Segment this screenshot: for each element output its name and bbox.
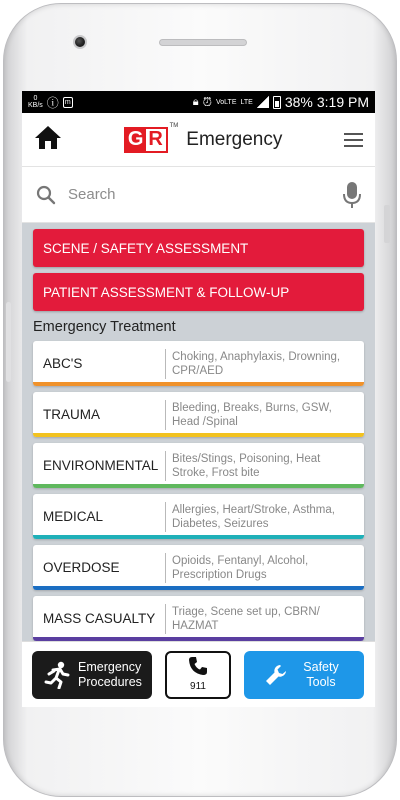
network-speed-unit: KB/s xyxy=(28,102,43,109)
color-bar xyxy=(33,484,364,488)
logo-letter-g: G xyxy=(126,129,146,151)
app-header xyxy=(22,113,375,167)
running-person-icon xyxy=(44,661,70,689)
logo-letter-r: R xyxy=(146,129,166,151)
notification-icon: m xyxy=(63,97,73,108)
treatment-title: ABC'S xyxy=(43,356,83,371)
signal-icon xyxy=(257,96,269,108)
treatment-description: Choking, Anaphylaxis, Drowning, CPR/AED xyxy=(172,350,341,377)
divider xyxy=(165,502,166,532)
safety-tools-label: Safety Tools xyxy=(303,659,339,689)
emergency-procedures-button[interactable] xyxy=(32,651,152,699)
home-icon xyxy=(34,124,62,150)
phone-icon xyxy=(188,656,208,676)
info-icon: ⓘ xyxy=(46,95,59,110)
treatment-card-mass-casualty[interactable] xyxy=(33,596,364,641)
lock-icon: 🔒︎ xyxy=(192,95,199,108)
divider xyxy=(165,349,166,379)
divider xyxy=(165,451,166,481)
divider xyxy=(165,553,166,583)
color-bar xyxy=(33,586,364,590)
main-content xyxy=(22,223,375,641)
safety-tools-button[interactable] xyxy=(244,651,364,699)
side-button-right xyxy=(384,205,390,243)
treatment-card-medical[interactable] xyxy=(33,494,364,539)
color-bar xyxy=(33,433,364,437)
front-camera-icon xyxy=(73,35,87,49)
search-bar xyxy=(22,167,375,223)
color-bar xyxy=(33,382,364,386)
battery-level: 38% xyxy=(284,94,313,110)
home-button[interactable] xyxy=(34,124,62,155)
treatment-description: Triage, Scene set up, CBRN/ HAZMAT xyxy=(172,605,320,632)
network-speed xyxy=(28,95,43,109)
wrench-icon xyxy=(264,663,288,687)
treatment-description: Allergies, Heart/Stroke, Asthma, Diabetes, Seizures xyxy=(172,503,335,530)
treatment-title: MEDICAL xyxy=(43,509,104,524)
treatment-card-environmental[interactable] xyxy=(33,443,364,488)
divider xyxy=(165,604,166,634)
treatment-card-abcs[interactable] xyxy=(33,341,364,386)
call-911-button[interactable] xyxy=(165,651,231,699)
treatment-description: Bites/Stings, Poisoning, Heat Stroke, Frost bite xyxy=(172,452,321,479)
treatment-title: ENVIRONMENTAL xyxy=(43,458,159,473)
menu-icon[interactable] xyxy=(344,133,363,147)
microphone-icon[interactable] xyxy=(343,181,361,209)
bottom-nav xyxy=(22,641,375,707)
lte-indicator: LTE xyxy=(240,98,253,106)
volte-indicator: VoLTE xyxy=(216,98,237,106)
alarm-icon: ⏰︎ xyxy=(202,94,212,109)
section-heading: Emergency Treatment xyxy=(33,319,176,335)
network-speed-value: 0 xyxy=(33,95,38,102)
color-bar xyxy=(33,535,364,539)
battery-icon xyxy=(273,96,281,109)
treatment-card-overdose[interactable] xyxy=(33,545,364,590)
brand xyxy=(124,122,283,153)
emergency-procedures-label: Emergency Procedures xyxy=(78,659,142,689)
scene-safety-assessment-button[interactable]: SCENE / SAFETY ASSESSMENT xyxy=(33,229,364,267)
side-button-left xyxy=(6,302,11,382)
search-icon xyxy=(36,185,56,205)
treatment-title: OVERDOSE xyxy=(43,560,120,575)
patient-assessment-button[interactable]: PATIENT ASSESSMENT & FOLLOW-UP xyxy=(33,273,364,311)
treatment-title: TRAUMA xyxy=(43,407,100,422)
search-input[interactable] xyxy=(68,186,331,203)
treatment-description: Opioids, Fentanyl, Alcohol, Prescription Drugs xyxy=(172,554,309,581)
treatment-title: MASS CASUALTY xyxy=(43,611,156,626)
treatment-description: Bleeding, Breaks, Burns, GSW, Head /Spinal xyxy=(172,401,332,428)
trademark-mark: TM xyxy=(169,122,179,129)
status-bar xyxy=(22,91,375,113)
call-911-label: 911 xyxy=(190,680,206,692)
earpiece-speaker xyxy=(159,39,247,46)
page-title: Emergency xyxy=(186,128,283,150)
app-screen xyxy=(22,91,375,707)
clock: 3:19 PM xyxy=(316,94,369,110)
treatment-list xyxy=(33,341,364,641)
divider xyxy=(165,400,166,430)
gr-logo xyxy=(124,127,168,153)
treatment-card-trauma[interactable] xyxy=(33,392,364,437)
